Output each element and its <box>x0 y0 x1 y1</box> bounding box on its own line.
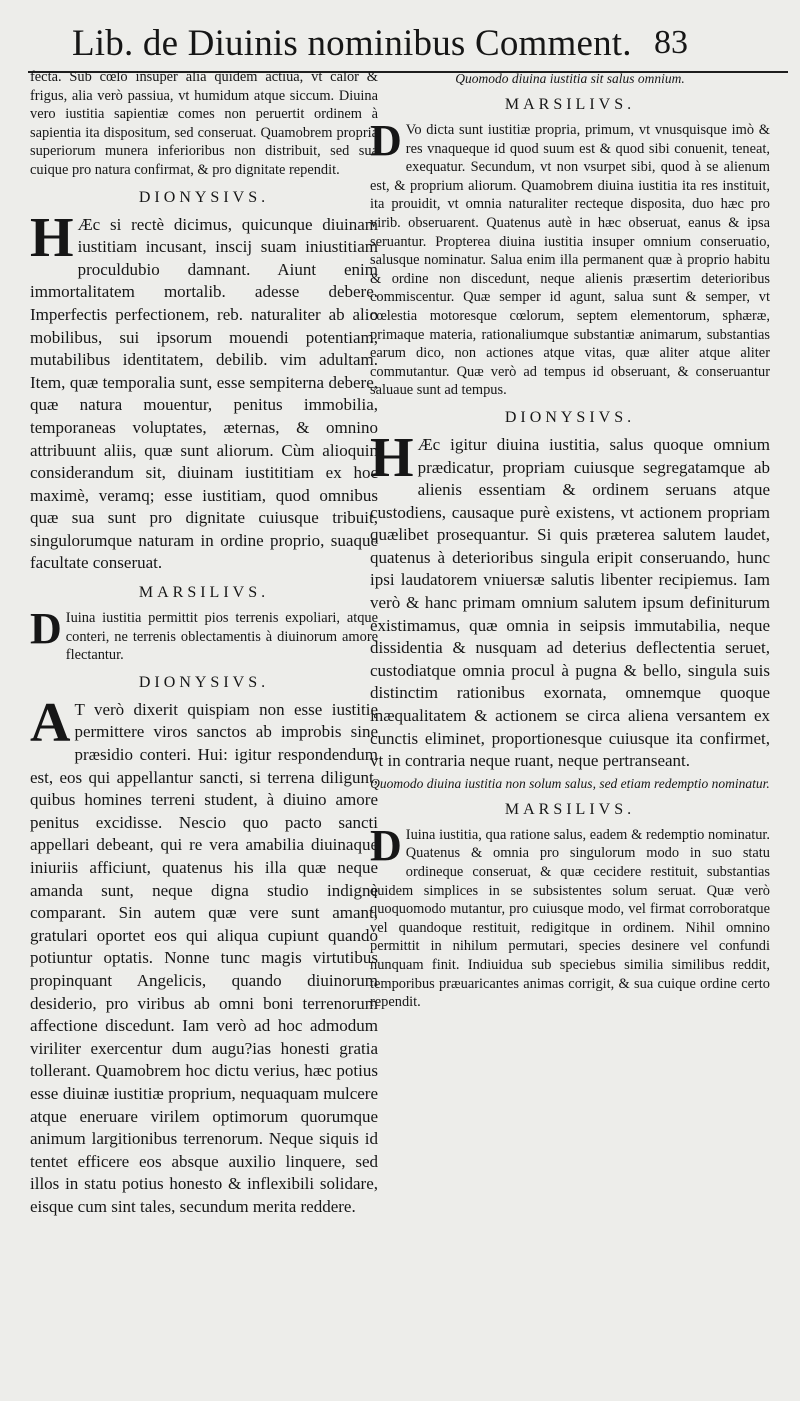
running-title: Lib. de Diuinis nominibus Comment. <box>72 23 632 64</box>
section-heading: Quomodo diuina iustitia non solum salus, sed etiam redemptio nominatur. <box>370 775 770 791</box>
paragraph-marsilius-1 <box>370 116 770 400</box>
paragraph-marsilius-summary <box>30 604 378 665</box>
left-column <box>30 68 378 1381</box>
paragraph-text: Iuina iustitia permittit pios terrenis expoliari, atque conteri, ne terrenis oblectamentis à diuinorum amore flectantur. <box>65 610 378 664</box>
paragraph-text: Æc si rectè dicimus, quicunque diuinam iustitiam incusant, inscij suam iniustitiam proculdubio damnant. Aiunt enim immortalitatem mortalib. adesse debere. Imperfectis perfectionem, reb. naturaliter ab alio mobilibus, sui ipsorum mouendi potentiam, mutabilibus identitatem, debilib. vim adultam. Item, quæ temporalia sunt, esse sempiterna debere, quæ natura mouentur, penitus immobilia, temporaneas voluptates, æternas, & omnino attribuunt aliis, quæ sunt aliorum. Cùm alioquin considerandum sit, diuinam iustititiam ex hoc maximè, veramq; esse iustitiam, quod omnibus quæ sua sunt pro dignitate cuiusque tribuit, singulorumque naturam in ordine proprio, suaque facultate conseruat. <box>30 214 378 573</box>
right-column <box>370 68 770 1381</box>
page-number: 83 <box>654 24 688 61</box>
drop-cap: H <box>30 206 74 269</box>
speaker-heading: MARSILIVS. <box>138 584 270 602</box>
section-heading: Quomodo diuina iustitia sit salus omnium. <box>455 71 685 86</box>
speaker-heading: MARSILIVS. <box>504 96 636 113</box>
speaker-heading: DIONYSIVS. <box>138 188 270 206</box>
paragraph-text: Æc igitur diuina iustitia, salus quoque omnium prædicatur, propriam cuiusque segregatamque ab alienis essentiam & ordinem seruans atque custodiens, causaque purè existens, vt actionem propriam quælibet prosequantur. Si quis præterea salutem laudet, quatenus à deterioribus singula eripit conseruando, hunc ipsi laudatorem vniuersæ salutis libenter recipiemus. Iam verò & hanc primam omnium salutem ipsum definiturum existimamus, quæ omnia in seipsis immutabilia, neque dissidentia & nusquam ad deterius deflectentia seruet, custodiatque omnia procul à pugna & bello, singula suis distinctim rationibus exornata, omnemque quoque inæqualitatem & actionem se circa aliena versantem ex cunctis eliminet, proportionesque cuiusque ita confirmet, vt in contraria neque ruant, neque pertranseant. <box>370 434 770 771</box>
paragraph-dionysius-1 <box>30 206 378 576</box>
drop-cap: D <box>30 604 62 654</box>
paragraph-text: Iuina iustitia, qua ratione salus, eadem & redemptio nominatur. Quatenus & omnia pro singulorum modo in suo statu ordineque conseruat, & quæ cecidere restituit, substantias quidem simplices in se subsistentes solum seruat. Quæ verò quoquomodo mutantur, pro cuiusque modo, vel firmat corroboratque vel quandoque restituit, redigitque in ordinem. Nihil omnino permittit in nihilum permutari, species desinere vel confundi nunquam finit. Indiuidua sub speciebus similia similibus reddit, temporibus præuaricantes animas corrigit, & sua cuique ordine certo rependit. <box>370 826 770 1011</box>
paragraph-dionysius-2 <box>30 691 378 1219</box>
speaker-heading: DIONYSIVS. <box>504 408 636 426</box>
paragraph-text: T verò dixerit quispiam non esse iustitię permittere viros sanctos ab improbis sine præsidio conteri. Hui: igitur respondendum est, eos qui appellantur sancti, si terrena diligunt, quibus homines terreni student, à diuino amore penitus excidisse. Nescio quo pacto sancti appellari debeant, qui re vera amabilia diuinaque iniuriis afficiunt, quatenus his illa quæ neque amanda sunt, neque digna studio indignè comparant. Sin autem quæ vere sunt amant, gratulari oportet eos qui aliqua cupiunt quando potiuntur optatis. Nonne tunc magis virtutibus propinquant Angelicis, quando diuinorum desiderio, pro viribus ab omni boni terrenorum affectione discedunt. Iam verò ad hoc admodum viriliter exercentur dum augu?ias honesti gratia tollerant. Quamobrem hoc dictu verius, hæc potius esse diuinæ iustitiæ proprium, nequaquam mulcere atque eneruare virilem optimorum quorumque animum largitionibus terrenorum. Neque siquis id tentet efficere eos absque auxilio linquere, sed illos in statu potius honesto & inflexibili solidare, eisque cum sint tales, secundum merita reddere. <box>30 699 378 1216</box>
speaker-heading: DIONYSIVS. <box>138 673 270 691</box>
drop-cap: D <box>370 820 402 870</box>
page-header <box>0 14 800 70</box>
drop-cap: A <box>30 691 71 754</box>
paragraph-marsilius-2 <box>370 820 770 1012</box>
drop-cap: D <box>370 116 402 165</box>
paragraph-continuation: fecta. Sub cœlo insuper alia quidem actiua, vt calor & frigus, alia verò passiua, vt humidum atque siccum. Diuina vero iustitia sapientiæ comes non peruertit ordinem à sapientia ita dispositum, sed conseruat. Quamobrem propria superiorum munera inferioribus non distribuit, sed sua cuique pro natura confirmat, & pro dignitate rependit. <box>30 69 378 178</box>
paragraph-dionysius-3 <box>370 426 770 773</box>
drop-cap: H <box>370 426 414 489</box>
paragraph-text: Vo dicta sunt iustitiæ propria, primum, vt vnusquisque imò & res vnaqueque id quod suum est & quod sibi conuenit, teneat, exequatur. Secundum, vt non vsurpet sibi, quod à se alienum est, & proprium aliorum. Quamobrem diuina iustitia ita res instituit, ita prouidit, vt omnia naturaliter recteque disposita, duo hæc pro virib. obseruarent. Quatenus autè in hæc obseruat, eanus & ipsa seruantur. Propterea diuina iustitia insuper omnium conseruatio, salusque nominatur. Salua enim illa permanent quæ à proprio habitu & ordine non discedunt, neque alienis præsertim deterioribus commiscentur. Quæ semper id agunt, salua sunt & semper, vt cœlestia motoresque cœlorum, septem elementorum, sphæræ, primaque materia, rationaliumque substantiæ animarum, substantias earum dico, non actiones atque vitas, quæ aliter atque aliter commutantur. Quæ verò ad tempus id obseruant, & conseruantur saluaue sunt ad tempus. <box>370 122 770 399</box>
speaker-heading: MARSILIVS. <box>504 800 636 818</box>
